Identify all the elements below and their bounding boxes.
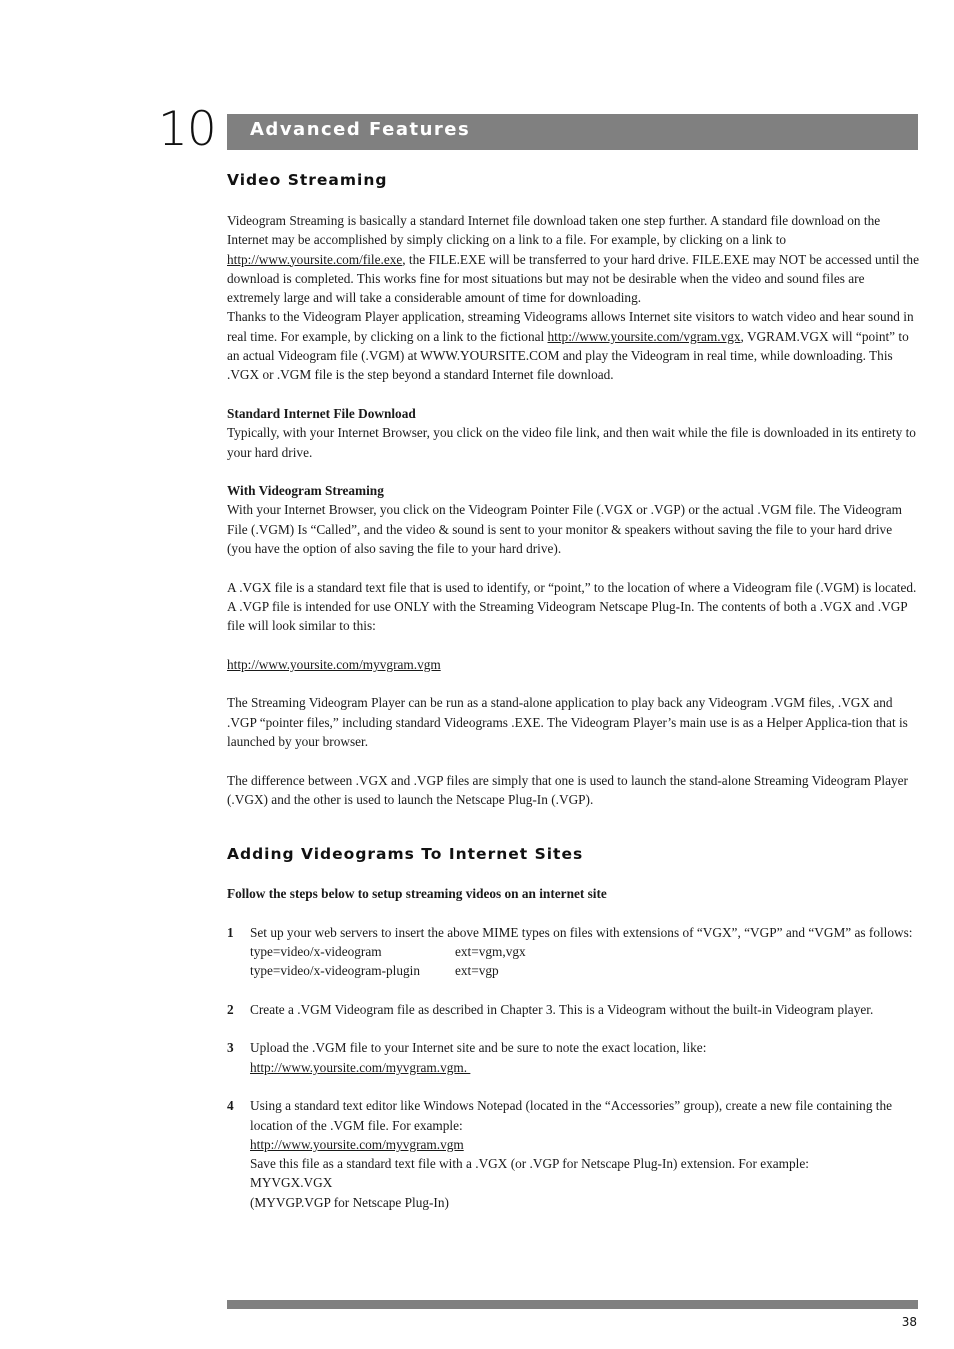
section-heading-video-streaming: Video Streaming xyxy=(227,171,388,189)
chapter-title: Advanced Features xyxy=(250,119,471,140)
link-notepad-vgm[interactable]: http://www.yoursite.com/myvgram.vgm xyxy=(250,1136,464,1152)
paragraph-player: The Streaming Videogram Player can be run as a stand-alone application to play back any Videogram .VGM files, .VGX and .VGP “pointer files,” including standard Videograms .EXE. The Videogram Player’s main use is as a Helper Applica-tion that is launched by your browser. xyxy=(227,695,908,750)
step-2 xyxy=(227,1000,919,1019)
steps-intro: Follow the steps below to setup streaming videos on an internet site xyxy=(227,886,607,901)
chapter-title-bar xyxy=(227,114,918,150)
step-number: 2 xyxy=(227,1001,234,1017)
mime-row: type=video/x-videogram-plugin ext=vgp xyxy=(250,963,499,979)
subheading-videogram-streaming: With Videogram Streaming xyxy=(227,483,384,499)
filename-vgp: (MYVGP.VGP for Netscape Plug-In) xyxy=(250,1194,449,1210)
section-adding-videograms-body xyxy=(227,884,919,1212)
step-save-text: Save this file as a standard text file with a .VGX (or .VGP for Netscape Plug-In) extension. For example: xyxy=(250,1156,809,1172)
mime-row: type=video/x-videogram ext=vgm,vgx xyxy=(250,943,526,959)
link-example-vgm[interactable]: http://www.yoursite.com/myvgram.vgm xyxy=(227,656,441,672)
paragraph-streaming: Thanks to the Videogram Player application, streaming Videograms allows Internet site visitors to watch video and hear sound in real time. For example, by clicking on a link to the fictional http://www.yoursite.com/vgram.vgx, VGRAM.VGX will “point” to an actual Videogram file (.VGM) at WWW.YOURSITE.COM and play the Videogram in real time, while downloading. This .VGX or .VGM file is the step beyond a standard Internet file download. xyxy=(227,309,914,383)
step-4 xyxy=(227,1096,919,1212)
footer-bar xyxy=(227,1300,918,1309)
link-upload-vgm[interactable]: http://www.yoursite.com/myvgram.vgm. xyxy=(250,1059,471,1075)
step-text: Create a .VGM Videogram file as described in Chapter 3. This is a Videogram without the built-in Videogram player. xyxy=(250,1001,874,1017)
subheading-standard-download: Standard Internet File Download xyxy=(227,405,416,421)
section-heading-adding-videograms: Adding Videograms To Internet Sites xyxy=(227,845,584,863)
step-3 xyxy=(227,1038,919,1077)
link-file-exe[interactable]: http://www.yoursite.com/file.exe xyxy=(227,251,403,267)
paragraph-difference: The difference between .VGX and .VGP files are simply that one is used to launch the stand-alone Streaming Videogram Player (.VGX) and the other is used to launch the Netscape Plug-In (.VGP). xyxy=(227,772,908,807)
page-number: 38 xyxy=(901,1315,917,1329)
link-vgram-vgx[interactable]: http://www.yoursite.com/vgram.vgx xyxy=(547,328,741,344)
step-text: Upload the .VGM file to your Internet site and be sure to note the exact location, like: xyxy=(250,1040,707,1056)
step-number: 3 xyxy=(227,1040,234,1056)
step-1 xyxy=(227,923,919,981)
paragraph-intro: Videogram Streaming is basically a standard Internet file download taken one step further. A standard file download on the Internet may be accomplished by simply clicking on a link to a file. For example, by clicking on a link to http://www.yoursite.com/file.exe, the FILE.EXE will be transferred to your hard drive. FILE.EXE may NOT be accessed until the download is completed. This works fine for most situations but may not be desirable when the video and sound files are extremely large and will take a considerable amount of time for downloading. xyxy=(227,213,919,306)
paragraph-standard-download: Typically, with your Internet Browser, you click on the video file link, and then wait while the file is downloaded in its entirety to your hard drive. xyxy=(227,425,916,460)
step-text: Set up your web servers to insert the above MIME types on files with extensions of “VGX”, “VGP” and “VGM” as follows: xyxy=(250,924,913,940)
step-text: Using a standard text editor like Windows Notepad (located in the “Accessories” group), create a new file containing the location of the .VGM file. For example: xyxy=(250,1098,893,1133)
filename-vgx: MYVGX.VGX xyxy=(250,1175,333,1191)
paragraph-videogram-streaming: With your Internet Browser, you click on the Videogram Pointer File (.VGX or .VGP) or the actual .VGM file. The Videogram File (.VGM) Is “Called”, and the video & sound is sent to your monitor & speakers without saving the file to your hard drive (you have the option of also saving the file to your hard drive). xyxy=(227,502,902,557)
paragraph-vgx-file: A .VGX file is a standard text file that is used to identify, or “point,” to the location of where a Videogram file (.VGM) is located. A .VGP file is intended for use ONLY with the Streaming Videogram Netscape Plug-In. The contents of both a .VGX and .VGP file will look similar to this: xyxy=(227,579,917,634)
section-video-streaming-body xyxy=(227,211,919,809)
chapter-number: 10 xyxy=(158,102,216,157)
step-number: 4 xyxy=(227,1098,234,1114)
step-number: 1 xyxy=(227,924,234,940)
